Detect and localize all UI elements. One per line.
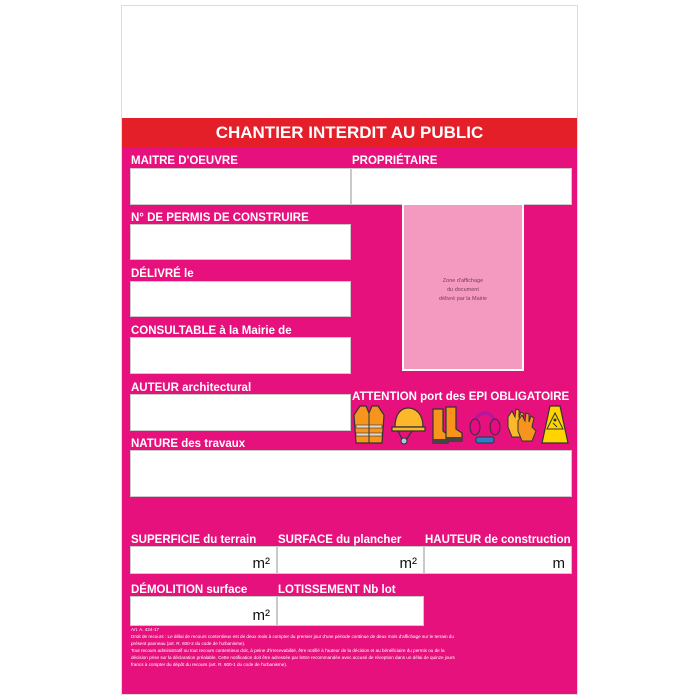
label-lotissement: LOTISSEMENT Nb lot <box>278 584 396 596</box>
field-nature[interactable] <box>130 450 572 497</box>
unit-hauteur: m <box>552 555 565 572</box>
field-proprietaire[interactable] <box>351 168 572 205</box>
field-permis[interactable] <box>130 224 351 260</box>
legal-line-1: Droit de recours : Le délai de recours contentieux est de deux mois à compter du premier jour d'une période continue de deux mois d'affichage sur le terrain du <box>131 634 454 639</box>
field-lotissement[interactable] <box>277 596 424 626</box>
unit-surface: m² <box>399 555 417 572</box>
unit-demolition: m² <box>252 607 270 624</box>
legal-line-4: décision prise sur la déclaration préalable. Cette notification doit être adressée par lettre recommandée avec accusé de réception dans un délai de quinze jours <box>131 655 455 660</box>
field-surface[interactable] <box>277 546 424 574</box>
label-auteur: AUTEUR architectural <box>131 382 252 394</box>
field-consultable[interactable] <box>130 337 351 374</box>
legal-line-5: francs à compter du dépôt du recours (art. R. 600-1 du code de l'urbanisme). <box>131 662 288 667</box>
legal-line-2: présent panneau (art. R. 600-2 du code de l'urbanisme). <box>131 641 246 646</box>
safety-boots-icon <box>430 403 464 445</box>
label-permis: N° DE PERMIS DE CONSTRUIRE <box>131 212 309 224</box>
epi-warning-title: ATTENTION port des EPI OBLIGATOIRE <box>352 391 570 403</box>
doc-zone-line-2: du document <box>447 287 479 293</box>
field-hauteur[interactable] <box>424 546 572 574</box>
sign-top-blank-area <box>122 6 577 118</box>
hard-hat-icon <box>390 403 426 445</box>
label-superficie: SUPERFICIE du terrain <box>131 534 257 546</box>
ear-protection-goggles-icon <box>468 403 502 445</box>
construction-sign <box>121 5 578 695</box>
unit-superficie: m² <box>252 555 270 572</box>
label-demolition: DÉMOLITION surface <box>131 584 248 596</box>
wet-floor-sign-icon <box>540 403 570 445</box>
label-hauteur: HAUTEUR de construction <box>425 534 571 546</box>
field-delivre[interactable] <box>130 281 351 317</box>
label-surface: SURFACE du plancher <box>278 534 402 546</box>
legal-reference: Art. A. 424-17 <box>131 627 160 632</box>
sign-form-panel <box>122 148 577 694</box>
field-maitre-oeuvre[interactable] <box>130 168 351 205</box>
label-maitre-oeuvre: MAITRE D'OEUVRE <box>131 155 238 167</box>
label-proprietaire: PROPRIÉTAIRE <box>352 155 438 167</box>
epi-icons-row <box>352 403 572 448</box>
doc-zone-line-3: délivré par la Mairie <box>439 296 487 302</box>
safety-vest-icon <box>352 403 386 445</box>
field-demolition[interactable] <box>130 596 277 626</box>
field-superficie[interactable] <box>130 546 277 574</box>
legal-notice <box>131 626 571 668</box>
label-nature: NATURE des travaux <box>131 438 246 450</box>
field-auteur[interactable] <box>130 394 351 431</box>
sign-title-banner: CHANTIER INTERDIT AU PUBLIC <box>122 118 577 148</box>
doc-zone-line-1: Zone d'affichage <box>442 278 484 284</box>
gloves-icon <box>504 403 538 445</box>
legal-line-3: Tout recours administratif ou tout recours contentieux doit, à peine d'irrecevabilité, être notifié à l'auteur de la décision et au bénéficiaire du permis ou de la <box>131 648 445 653</box>
label-delivre: DÉLIVRÉ le <box>131 268 194 280</box>
document-display-zone <box>402 203 524 371</box>
label-consultable: CONSULTABLE à la Mairie de <box>131 325 292 337</box>
